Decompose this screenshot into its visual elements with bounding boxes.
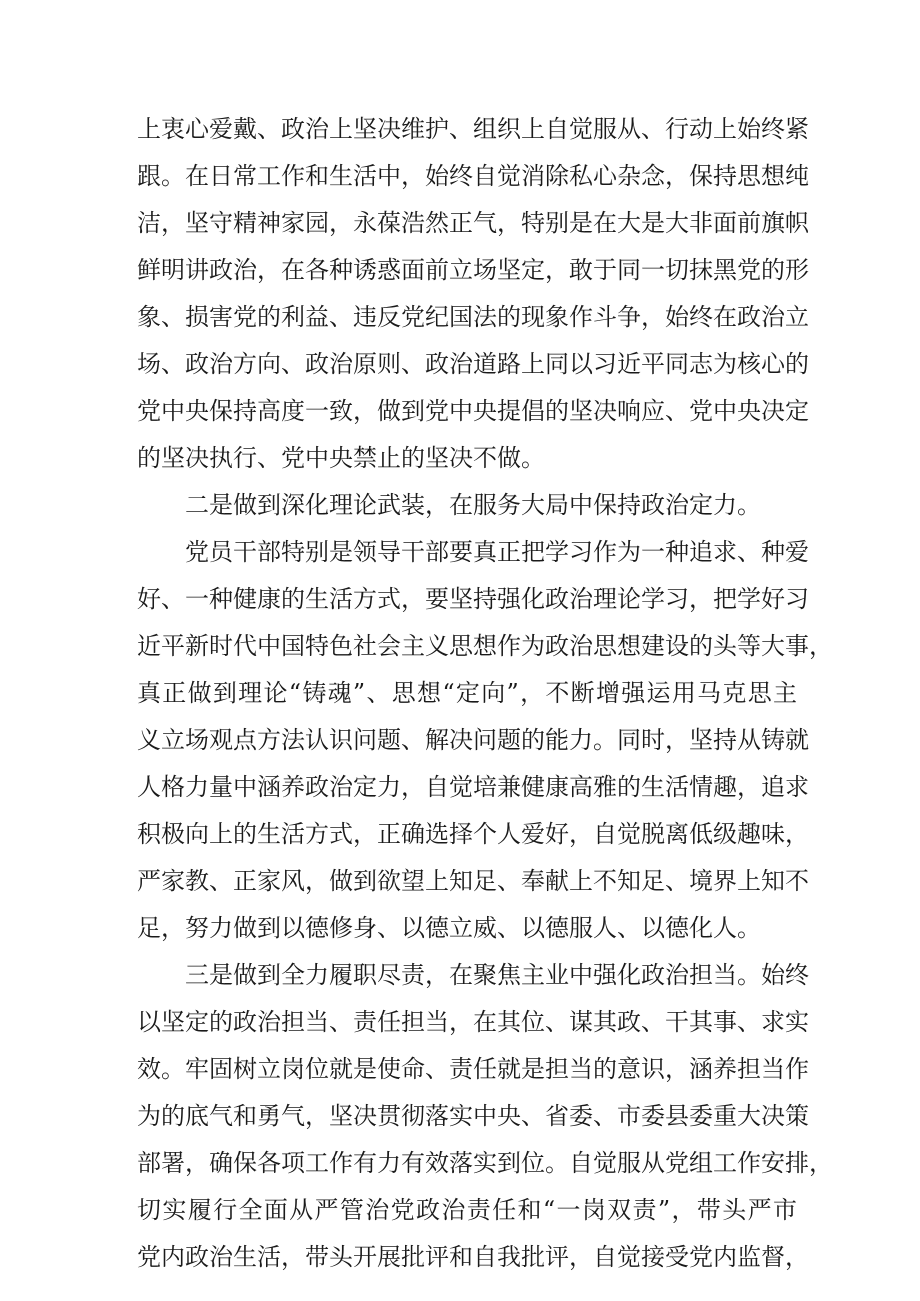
section-heading-2: 二是做到深化理论武装，在服务大局中保持政治定力。 [185, 491, 761, 519]
text-line: 上衷心爱戴、政治上坚决维护、组织上自觉服从、行动上始终紧 [137, 115, 809, 143]
text-line: 洁，坚守精神家园，永葆浩然正气，特别是在大是大非面前旗帜 [137, 209, 809, 237]
text-line: 党内政治生活，带头开展批评和自我批评，自觉接受党内监督， [137, 1243, 809, 1271]
text-line: 严家教、正家风，做到欲望上知足、奉献上不知足、境界上知不 [137, 867, 809, 895]
text-line: 人格力量中涵养政治定力，自觉培兼健康高雅的生活情趣，追求 [137, 773, 809, 801]
text-line: 切实履行全面从严管治党政治责任和“一岗双责”，带头严市 [137, 1196, 797, 1224]
text-line: 部署，确保各项工作有力有效落实到位。自觉服从党组工作安排， [137, 1149, 833, 1177]
section-heading-3: 三是做到全力履职尽责，在聚焦主业中强化政治担当。始终 [185, 961, 809, 989]
text-line: 真正做到理论“铸魂”、思想“定向”，不断增强运用马克思主 [137, 679, 797, 707]
text-line: 跟。在日常工作和生活中，始终自觉消除私心杂念，保持思想纯 [137, 162, 809, 190]
text-line: 象、损害党的利益、违反党纪国法的现象作斗争，始终在政治立 [137, 303, 809, 331]
body-text [137, 106, 833, 1281]
text-line: 效。牢固树立岗位就是使命、责任就是担当的意识，涵养担当作 [137, 1055, 809, 1083]
text-line: 积极向上的生活方式，正确选择个人爱好，自觉脱离低级趣味， [137, 820, 809, 848]
text-line: 以坚定的政治担当、责任担当，在其位、谋其政、干其事、求实 [137, 1008, 809, 1036]
text-line: 党员干部特别是领导干部要真正把学习作为一种追求、种爱 [185, 538, 809, 566]
text-line: 好、一种健康的生活方式，要坚持强化政治理论学习，把学好习 [137, 585, 809, 613]
text-line: 为的底气和勇气，坚决贯彻落实中央、省委、市委县委重大决策 [137, 1102, 809, 1130]
text-line: 义立场观点方法认识问题、解决问题的能力。同时，坚持从铸就 [137, 726, 809, 754]
text-line: 的坚决执行、党中央禁止的坚决不做。 [137, 444, 545, 472]
text-line: 近平新时代中国特色社会主义思想作为政治思想建设的头等大事， [137, 632, 833, 660]
text-line: 党中央保持高度一致，做到党中央提倡的坚决响应、党中央决定 [137, 397, 809, 425]
text-line: 场、政治方向、政治原则、政治道路上同以习近平同志为核心的 [137, 350, 809, 378]
text-line: 鲜明讲政治，在各种诱惑面前立场坚定，敢于同一切抹黑党的形 [137, 256, 809, 284]
text-line: 足，努力做到以德修身、以德立威、以德服人、以德化人。 [137, 914, 761, 942]
